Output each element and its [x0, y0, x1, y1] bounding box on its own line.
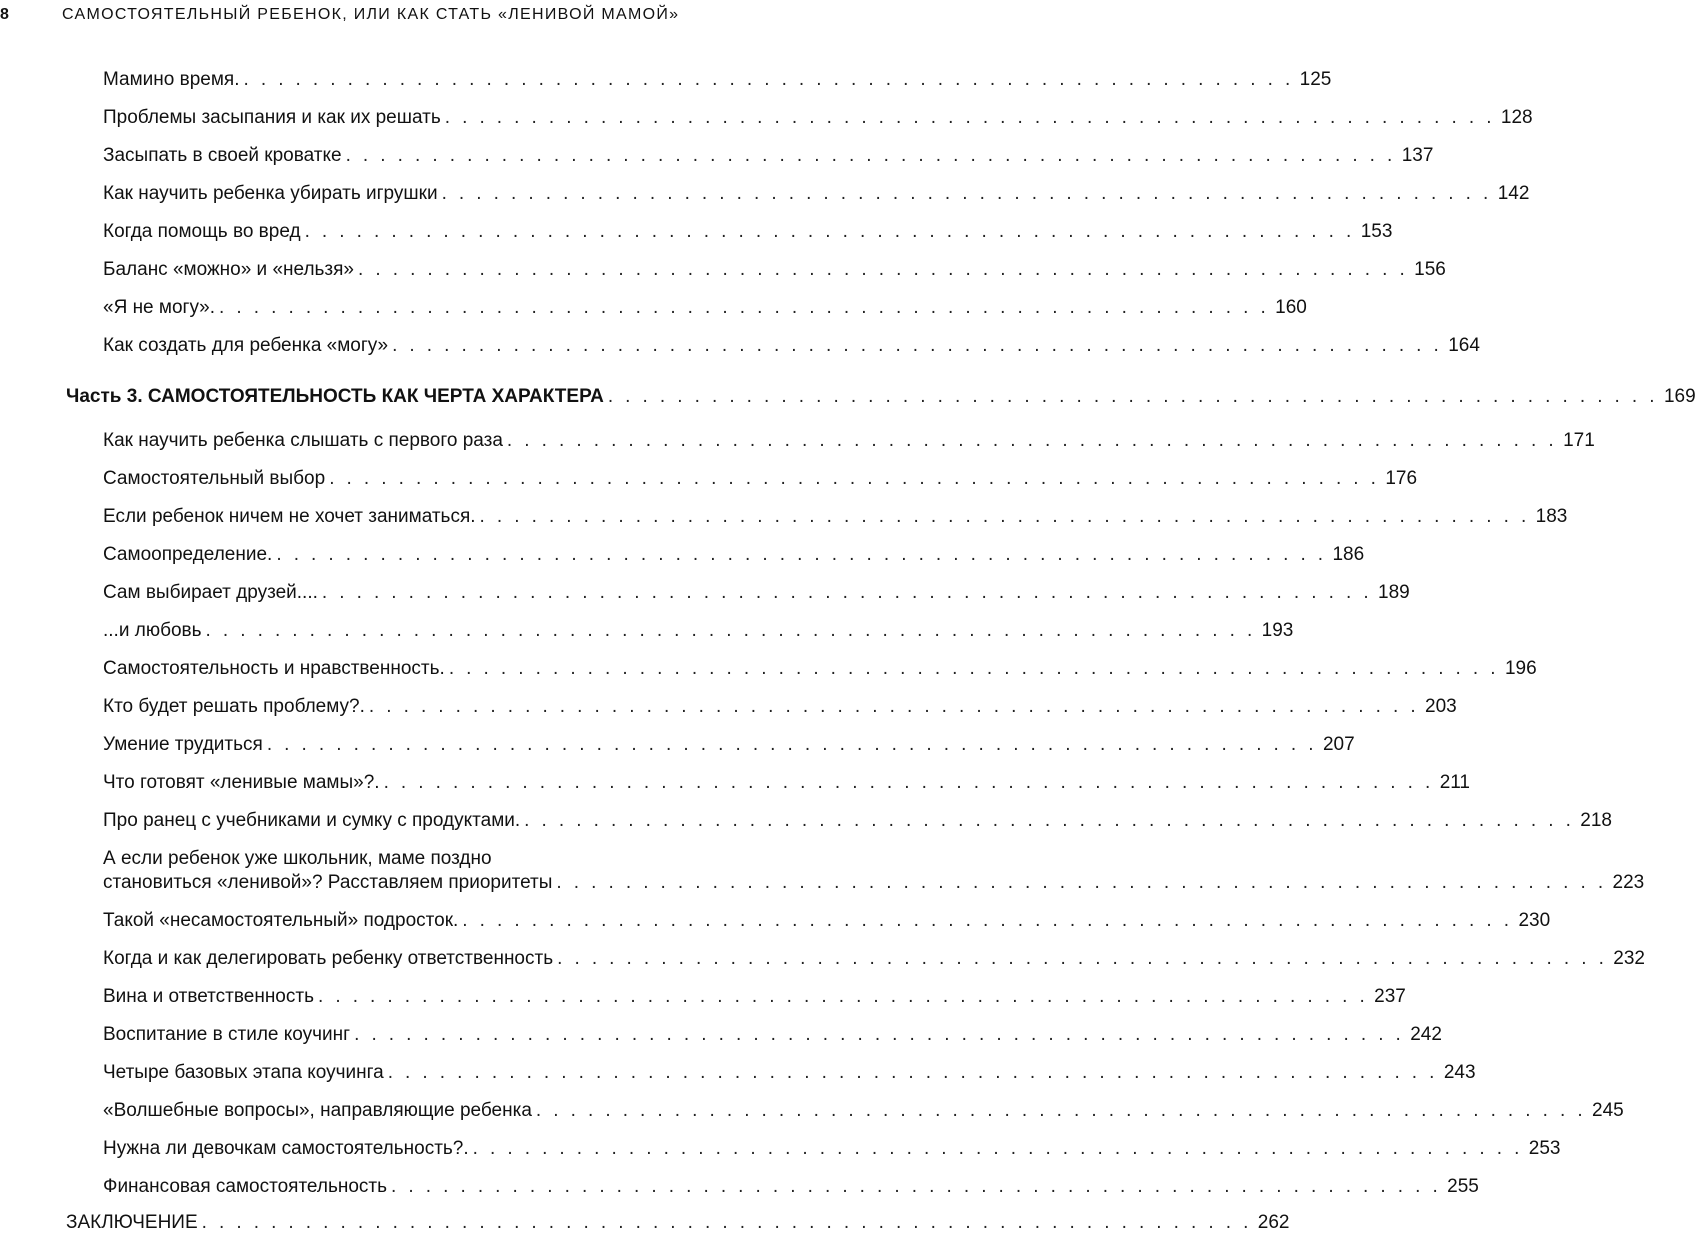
page-header — [0, 6, 750, 30]
toc-entry-title: «Я не могу». — [103, 297, 216, 318]
toc-entry-page: 171 — [1563, 430, 1595, 451]
toc-entry-title: Кто будет решать проблему?. — [103, 696, 365, 717]
toc-entry[interactable] — [103, 947, 1645, 971]
toc-entry[interactable] — [103, 220, 1393, 244]
dot-leader: . . . . . . . . . . . . . . . . . . . . . . . . . . . . . . . . . . . . . . . . . . . . . . . . . . . . . . . . . . . . . — [392, 335, 1443, 356]
toc-entry[interactable] — [103, 695, 1457, 719]
toc-entry-page: 203 — [1425, 696, 1457, 717]
dot-leader: . . . . . . . . . . . . . . . . . . . . . . . . . . . . . . . . . . . . . . . . . . . . . . . . . . . . . . . . . . . . . — [345, 145, 1396, 166]
toc-entry-page: 189 — [1378, 582, 1410, 603]
toc-entry-page: 237 — [1374, 986, 1406, 1007]
toc-entry-title-line1: А если ребенок уже школьник, маме поздно — [103, 848, 492, 869]
toc-entry-second-line — [103, 871, 1645, 895]
toc-entry-page: 243 — [1443, 1062, 1476, 1083]
toc-entry[interactable] — [103, 847, 1645, 895]
dot-leader: . . . . . . . . . . . . . . . . . . . . . . . . . . . . . . . . . . . . . . . . . . . . . . . . . . . . . . . . . . . . . — [444, 107, 1495, 128]
dot-leader: . . . . . . . . . . . . . . . . . . . . . . . . . . . . . . . . . . . . . . . . . . . . . . . . . . . . . . . . . . . . . — [462, 910, 1513, 931]
toc-entry[interactable] — [103, 505, 1568, 529]
dot-leader: . . . . . . . . . . . . . . . . . . . . . . . . . . . . . . . . . . . . . . . . . . . . . . . . . . . . . . . . . . . . . — [358, 259, 1409, 280]
toc-entry-title: Засыпать в своей кроватке — [103, 145, 342, 166]
running-title: САМОСТОЯТЕЛЬНЫЙ РЕБЕНОК, ИЛИ КАК СТАТЬ «ЛЕНИВОЙ МАМОЙ» — [62, 6, 680, 23]
dot-leader: . . . . . . . . . . . . . . . . . . . . . . . . . . . . . . . . . . . . . . . . . . . . . . . . . . . . . . . . . . . . . — [354, 1024, 1405, 1045]
toc-entry[interactable] — [103, 809, 1612, 833]
toc-entry-page: 196 — [1504, 658, 1537, 679]
toc-entry-title: Умение трудиться — [103, 734, 263, 755]
toc-entry-page: 230 — [1518, 910, 1551, 931]
toc-entry-title: Как научить ребенка убирать игрушки — [103, 183, 438, 204]
toc-entry-title: Как научить ребенка слышать с первого раза — [103, 430, 503, 451]
toc-entry-title: Про ранец с учебниками и сумку с продуктами. — [103, 810, 521, 831]
toc-entry-page: 169 — [1663, 386, 1696, 407]
toc-entry[interactable] — [103, 733, 1355, 757]
toc-entry-title: Как создать для ребенка «могу» — [103, 335, 389, 356]
toc-entry-page: 160 — [1275, 297, 1307, 318]
toc-entry-title: Такой «несамостоятельный» подросток. — [103, 910, 459, 931]
toc-entry-title: Самостоятельность и нравственность. — [103, 658, 445, 679]
toc-entry-page: 137 — [1401, 145, 1434, 166]
toc-entry-title: ...и любовь — [103, 620, 202, 641]
dot-leader: . . . . . . . . . . . . . . . . . . . . . . . . . . . . . . . . . . . . . . . . . . . . . . . . . . . . . . . . . . . . . — [391, 1176, 1442, 1197]
dot-leader: . . . . . . . . . . . . . . . . . . . . . . . . . . . . . . . . . . . . . . . . . . . . . . . . . . . . . . . . . . . . . — [329, 468, 1380, 489]
toc-entry[interactable] — [103, 657, 1537, 681]
dot-leader: . . . . . . . . . . . . . . . . . . . . . . . . . . . . . . . . . . . . . . . . . . . . . . . . . . . . . . . . . . . . . — [205, 620, 1256, 641]
toc-entry-title: Когда и как делегировать ребенку ответственность — [103, 948, 554, 969]
toc-entry-page: 125 — [1299, 69, 1332, 90]
toc-entry-page: 218 — [1580, 810, 1612, 831]
dot-leader: . . . . . . . . . . . . . . . . . . . . . . . . . . . . . . . . . . . . . . . . . . . . . . . . . . . . . . . . . . . . . — [472, 1138, 1523, 1159]
dot-leader: . . . . . . . . . . . . . . . . . . . . . . . . . . . . . . . . . . . . . . . . . . . . . . . . . . . . . . . . . . . . . — [304, 221, 1355, 242]
toc-entry[interactable] — [103, 1061, 1476, 1085]
toc-entry-title: Финансовая самостоятельность — [103, 1176, 388, 1197]
toc-entry-page: 186 — [1332, 544, 1365, 565]
toc-entry[interactable] — [103, 106, 1533, 130]
toc-entry-page: 207 — [1322, 734, 1355, 755]
dot-leader: . . . . . . . . . . . . . . . . . . . . . . . . . . . . . . . . . . . . . . . . . . . . . . . . . . . . . . . . . . . . . — [479, 506, 1530, 527]
dot-leader: . . . . . . . . . . . . . . . . . . . . . . . . . . . . . . . . . . . . . . . . . . . . . . . . . . . . . . . . . . . . . — [441, 183, 1492, 204]
toc-entry-page: 156 — [1414, 259, 1446, 280]
toc-entry[interactable] — [103, 619, 1294, 643]
toc-entry[interactable] — [103, 429, 1595, 453]
toc-entry-title: Сам выбирает друзей.... — [103, 582, 318, 603]
toc-entry[interactable] — [103, 334, 1480, 358]
toc-entry-page: 176 — [1385, 468, 1418, 489]
dot-leader: . . . . . . . . . . . . . . . . . . . . . . . . . . . . . . . . . . . . . . . . . . . . . . . . . . . . . . . . . . . . . — [266, 734, 1317, 755]
toc-entry-title: Четыре базовых этапа коучинга — [103, 1062, 384, 1083]
toc-entry-page: 128 — [1500, 107, 1533, 128]
page-number: 8 — [0, 6, 11, 23]
dot-leader: . . . . . . . . . . . . . . . . . . . . . . . . . . . . . . . . . . . . . . . . . . . . . . . . . . . . . . . . . . . . . — [556, 872, 1607, 893]
toc-entry-title: Воспитание в стиле коучинг — [103, 1024, 351, 1045]
toc-entry-title: Вина и ответственность — [103, 986, 314, 1007]
toc-entry-title: Самостоятельный выбор — [103, 468, 326, 489]
dot-leader: . . . . . . . . . . . . . . . . . . . . . . . . . . . . . . . . . . . . . . . . . . . . . . . . . . . . . . . . . . . . . — [321, 582, 1373, 603]
toc-entry-title: Когда помощь во вред — [103, 221, 301, 242]
dot-leader: . . . . . . . . . . . . . . . . . . . . . . . . . . . . . . . . . . . . . . . . . . . . . . . . . . . . . . . . . . . . . — [607, 386, 1658, 407]
toc-entry-title: Баланс «можно» и «нельзя» — [103, 259, 354, 280]
dot-leader: . . . . . . . . . . . . . . . . . . . . . . . . . . . . . . . . . . . . . . . . . . . . . . . . . . . . . . . . . . . . . — [524, 810, 1575, 831]
toc-entry-page: 164 — [1448, 335, 1480, 356]
toc-entry[interactable] — [103, 771, 1470, 795]
toc-entry-page: 153 — [1360, 221, 1393, 242]
dot-leader: . . . . . . . . . . . . . . . . . . . . . . . . . . . . . . . . . . . . . . . . . . . . . . . . . . . . . . . . . . . . . — [448, 658, 1499, 679]
dot-leader: . . . . . . . . . . . . . . . . . . . . . . . . . . . . . . . . . . . . . . . . . . . . . . . . . . . . . . . . . . . . . — [317, 986, 1369, 1007]
toc-entry[interactable] — [103, 296, 1307, 320]
toc-entry-page: 142 — [1497, 183, 1530, 204]
toc-entry[interactable] — [103, 467, 1418, 491]
toc-part-heading[interactable] — [66, 385, 1696, 409]
toc-entry[interactable] — [103, 1137, 1561, 1161]
dot-leader: . . . . . . . . . . . . . . . . . . . . . . . . . . . . . . . . . . . . . . . . . . . . . . . . . . . . . . . . . . . . . — [506, 430, 1558, 451]
toc-entry-page: 183 — [1535, 506, 1568, 527]
dot-leader: . . . . . . . . . . . . . . . . . . . . . . . . . . . . . . . . . . . . . . . . . . . . . . . . . . . . . . . . . . . . . — [387, 1062, 1438, 1083]
dot-leader: . . . . . . . . . . . . . . . . . . . . . . . . . . . . . . . . . . . . . . . . . . . . . . . . . . . . . . . . . . . . . — [276, 544, 1327, 565]
toc-entry-page: 253 — [1528, 1138, 1561, 1159]
toc-entry-page: 245 — [1592, 1100, 1624, 1121]
toc-entry-page: 223 — [1612, 872, 1645, 893]
dot-leader: . . . . . . . . . . . . . . . . . . . . . . . . . . . . . . . . . . . . . . . . . . . . . . . . . . . . . . . . . . . . . — [535, 1100, 1587, 1121]
toc-entry[interactable] — [103, 581, 1410, 605]
toc-entry-title: Нужна ли девочкам самостоятельность?. — [103, 1138, 469, 1159]
toc-entry-page: 242 — [1410, 1024, 1442, 1045]
toc-entry[interactable] — [103, 144, 1434, 168]
dot-leader: . . . . . . . . . . . . . . . . . . . . . . . . . . . . . . . . . . . . . . . . . . . . . . . . . . . . . . . . . . . . . — [219, 297, 1270, 318]
toc-entry-page: 193 — [1261, 620, 1294, 641]
toc-entry[interactable] — [103, 68, 1332, 92]
toc-entry-title: ЗАКЛЮЧЕНИЕ — [66, 1212, 198, 1233]
toc-entry-title: Самоопределение. — [103, 544, 273, 565]
toc-entry-page: 211 — [1439, 772, 1470, 793]
dot-leader: . . . . . . . . . . . . . . . . . . . . . . . . . . . . . . . . . . . . . . . . . . . . . . . . . . . . . . . . . . . . . — [557, 948, 1608, 969]
dot-leader: . . . . . . . . . . . . . . . . . . . . . . . . . . . . . . . . . . . . . . . . . . . . . . . . . . . . . . . . . . . . . — [368, 696, 1420, 717]
toc-entry[interactable] — [103, 258, 1446, 282]
toc-entry[interactable] — [103, 1099, 1624, 1123]
toc-entry-title: Проблемы засыпания и как их решать — [103, 107, 441, 128]
dot-leader: . . . . . . . . . . . . . . . . . . . . . . . . . . . . . . . . . . . . . . . . . . . . . . . . . . . . . . . . . . . . . — [243, 69, 1294, 90]
toc-entry-title: Что готовят «ленивые мамы»?. — [103, 772, 380, 793]
toc-entry-title-line2: становиться «ленивой»? Расставляем приоритеты — [103, 872, 553, 893]
dot-leader: . . . . . . . . . . . . . . . . . . . . . . . . . . . . . . . . . . . . . . . . . . . . . . . . . . . . . . . . . . . . . — [201, 1212, 1252, 1233]
toc-entry-title: Мамино время. — [103, 69, 240, 90]
toc-entry[interactable] — [103, 985, 1406, 1009]
toc-entry-page: 232 — [1613, 948, 1645, 969]
toc-entry[interactable] — [103, 1175, 1479, 1199]
toc-entry[interactable] — [103, 543, 1365, 567]
dot-leader: . . . . . . . . . . . . . . . . . . . . . . . . . . . . . . . . . . . . . . . . . . . . . . . . . . . . . . . . . . . . . — [383, 772, 1434, 793]
toc-entry-title: Если ребенок ничем не хочет заниматься. — [103, 506, 476, 527]
toc-entry[interactable] — [103, 1023, 1442, 1047]
toc-entry[interactable] — [103, 182, 1530, 206]
toc-part-title: Часть 3. САМОСТОЯТЕЛЬНОСТЬ КАК ЧЕРТА ХАРАКТЕРА — [66, 386, 604, 407]
toc-entry[interactable] — [103, 909, 1551, 933]
toc-entry-title: «Волшебные вопросы», направляющие ребенка — [103, 1100, 532, 1121]
toc-entry-page: 255 — [1447, 1176, 1479, 1197]
toc-entry-page: 262 — [1257, 1212, 1290, 1233]
toc-entry-conclusion[interactable] — [66, 1211, 1290, 1235]
